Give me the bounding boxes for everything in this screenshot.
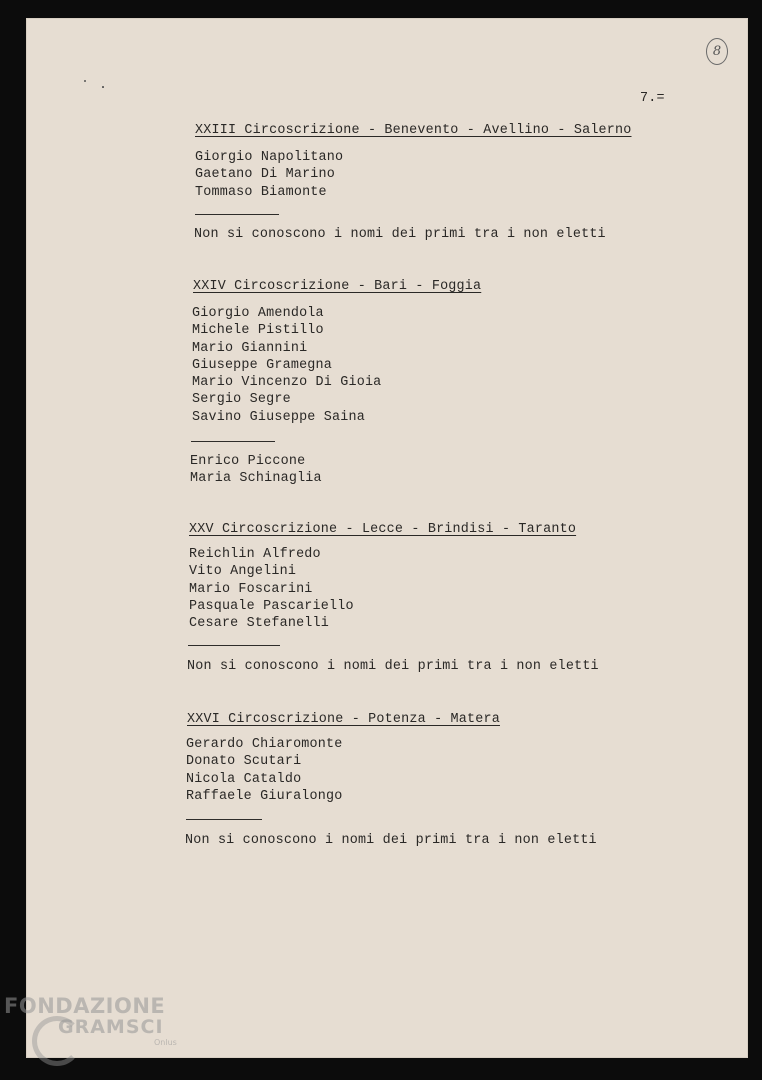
elected-list-xxv bbox=[189, 546, 354, 632]
elected-name: Nicola Cataldo bbox=[186, 771, 302, 787]
document-page bbox=[26, 18, 748, 1058]
elected-name: Tommaso Biamonte bbox=[195, 184, 327, 200]
separator-rule bbox=[186, 819, 262, 820]
separator-rule bbox=[195, 214, 279, 215]
not-elected-name: Maria Schinaglia bbox=[190, 471, 322, 487]
paper-speck bbox=[84, 80, 86, 82]
elected-name: Mario Foscarini bbox=[189, 581, 313, 597]
watermark-line-1: FONDAZIONE bbox=[4, 994, 166, 1018]
elected-name: Gaetano Di Marino bbox=[195, 167, 336, 183]
section-heading-xxv: XXV Circoscrizione - Lecce - Brindisi - Taranto bbox=[189, 522, 577, 537]
section-heading-xxiii: XXIII Circoscrizione - Benevento - Avellino - Salerno bbox=[195, 123, 632, 138]
elected-name: Raffaele Giuralongo bbox=[186, 788, 343, 804]
archive-page-mark: 8 bbox=[706, 38, 728, 65]
separator-rule bbox=[188, 645, 280, 646]
elected-list-xxvi bbox=[186, 736, 342, 805]
elected-name: Savino Giuseppe Saina bbox=[192, 409, 365, 425]
paper-speck bbox=[102, 86, 104, 88]
section-heading-xxvi: XXVI Circoscrizione - Potenza - Matera bbox=[187, 712, 500, 727]
page-number: 7.= bbox=[640, 91, 665, 106]
watermark-line-2: GRAMSCI bbox=[58, 1016, 164, 1038]
elected-list-xxiii bbox=[195, 149, 343, 201]
watermark-line-3: Onlus bbox=[154, 1038, 177, 1047]
elected-name: Sergio Segre bbox=[192, 392, 291, 408]
elected-name: Giuseppe Gramegna bbox=[192, 357, 333, 373]
not-elected-note: Non si conoscono i nomi dei primi tra i non eletti bbox=[194, 227, 606, 242]
elected-name: Reichlin Alfredo bbox=[189, 547, 321, 562]
not-elected-list-xxiv bbox=[190, 453, 322, 488]
elected-name: Mario Giannini bbox=[192, 340, 308, 356]
not-elected-name: Enrico Piccone bbox=[190, 454, 306, 469]
elected-name: Vito Angelini bbox=[189, 564, 297, 580]
elected-name: Giorgio Napolitano bbox=[195, 150, 344, 165]
elected-name: Giorgio Amendola bbox=[192, 306, 324, 321]
elected-name: Michele Pistillo bbox=[192, 323, 324, 339]
elected-name: Pasquale Pascariello bbox=[189, 598, 354, 614]
not-elected-note: Non si conoscono i nomi dei primi tra i non eletti bbox=[185, 833, 597, 848]
elected-name: Gerardo Chiaromonte bbox=[186, 737, 343, 752]
not-elected-note: Non si conoscono i nomi dei primi tra i non eletti bbox=[187, 659, 599, 674]
elected-name: Cesare Stefanelli bbox=[189, 616, 330, 632]
elected-list-xxiv bbox=[192, 305, 381, 426]
section-heading-xxiv: XXIV Circoscrizione - Bari - Foggia bbox=[193, 279, 482, 294]
separator-rule bbox=[191, 441, 275, 442]
fondazione-gramsci-watermark bbox=[4, 996, 177, 1047]
elected-name: Mario Vincenzo Di Gioia bbox=[192, 375, 382, 391]
elected-name: Donato Scutari bbox=[186, 754, 302, 770]
